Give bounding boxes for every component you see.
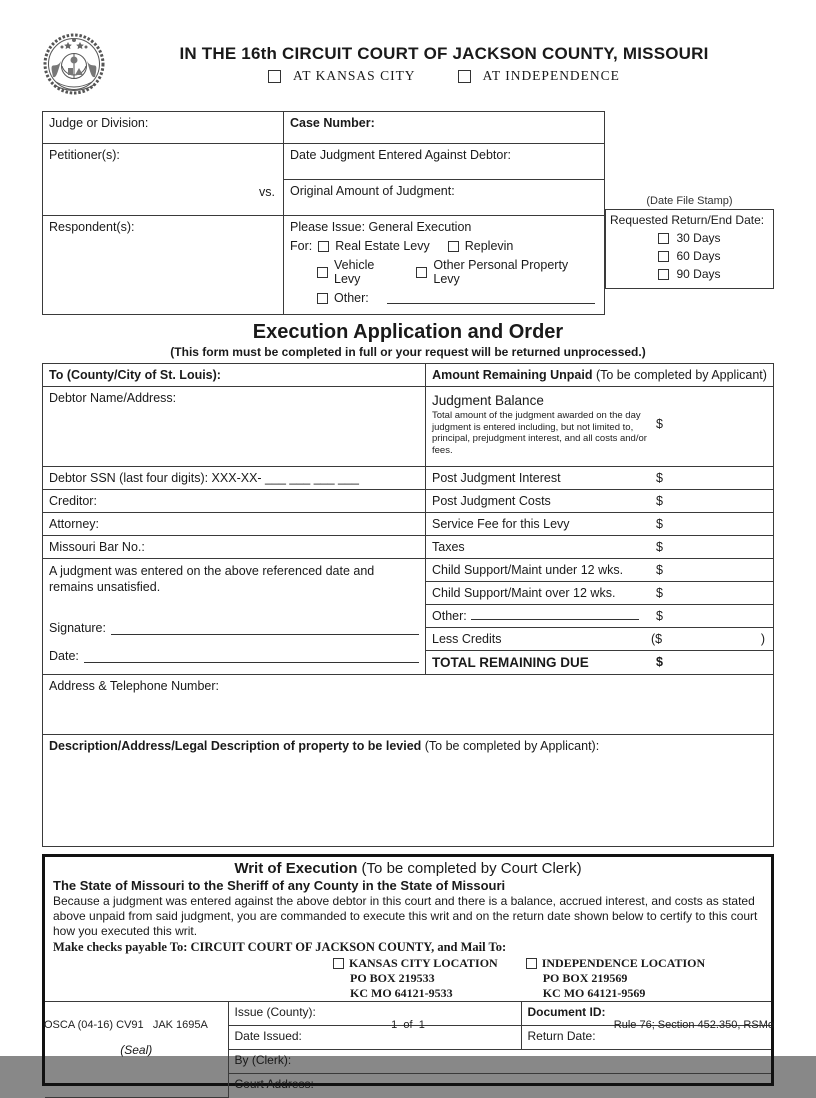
court-address-field[interactable] — [228, 1074, 771, 1098]
creditor-label: Creditor: — [49, 494, 97, 508]
option-vehicle-levy — [317, 258, 398, 286]
missouri-bar-label: Missouri Bar No.: — [49, 540, 145, 554]
post-judgment-costs-row[interactable] — [426, 490, 774, 513]
date-line[interactable] — [84, 650, 419, 663]
document-id-label: Document ID: — [527, 1005, 606, 1019]
court-address-label: Court Address: — [234, 1077, 314, 1091]
requested-return-box — [605, 209, 774, 289]
amount-remaining-header — [426, 364, 774, 387]
judge-division-field[interactable] — [43, 112, 284, 144]
child-support-under-12-row[interactable] — [426, 559, 774, 582]
post-judgment-interest-row[interactable] — [426, 467, 774, 490]
other-label: Other: — [334, 291, 369, 305]
case-info-section — [42, 111, 774, 315]
please-issue-cell — [284, 216, 605, 315]
original-amount-field[interactable] — [284, 180, 605, 216]
vehicle-levy-label: Vehicle Levy — [334, 258, 375, 286]
judgment-balance-cell[interactable] — [426, 387, 774, 467]
case-info-table — [42, 111, 605, 315]
other-amount-dollar-sign: $ — [656, 609, 663, 623]
independence-label: AT INDEPENDENCE — [482, 68, 620, 83]
judge-division-label: Judge or Division: — [49, 116, 149, 130]
debtor-name-address-field[interactable] — [43, 387, 426, 467]
footer-page-number: 1 of 1 — [391, 1019, 425, 1031]
issue-county-label: Issue (County): — [234, 1005, 316, 1019]
child-support-over-12-label: Child Support/Maint over 12 wks. — [432, 586, 616, 600]
post-judgment-costs-label: Post Judgment Costs — [432, 494, 551, 508]
signature-label: Signature: — [49, 621, 106, 635]
post-judgment-interest-label: Post Judgment Interest — [432, 471, 561, 485]
option-60-days — [610, 249, 769, 263]
address-telephone-label: Address & Telephone Number: — [49, 679, 220, 693]
post-judgment-costs-dollar-sign: $ — [656, 494, 663, 508]
property-description-label: Description/Address/Legal Description of property to be levied — [49, 739, 422, 753]
for-label: For: — [290, 239, 313, 253]
judgment-statement-cell — [43, 559, 426, 675]
replevin-label: Replevin — [464, 239, 514, 253]
option-30-days — [610, 231, 769, 245]
writ-sheriff-line: The State of Missouri to the Sheriff of any County in the State of Missouri — [53, 878, 506, 893]
kc-location-city-zip: KC MO 64121-9533 — [350, 986, 453, 1000]
location-option-independence — [458, 68, 620, 84]
kc-location-checkbox[interactable] — [333, 958, 344, 969]
post-judgment-interest-dollar-sign: $ — [656, 471, 663, 485]
date-label: Date: — [49, 649, 79, 663]
footer-form-number: OSCA (04-16) CV91 JAK 1695A — [44, 1019, 208, 1031]
missouri-state-seal-icon — [42, 30, 114, 105]
property-description-note: (To be completed by Applicant): — [421, 739, 600, 753]
child-support-over-12-dollar-sign: $ — [656, 586, 663, 600]
independence-location-po-box: PO BOX 219569 — [542, 971, 628, 985]
kc-location-name: KANSAS CITY LOCATION — [349, 956, 498, 970]
other-personal-property-label: Other Personal Property Levy — [433, 258, 569, 286]
debtor-ssn-blanks[interactable]: ___ ___ ___ ___ — [261, 471, 359, 485]
independence-location-name: INDEPENDENCE LOCATION — [541, 956, 706, 970]
writ-mailing-locations — [333, 956, 771, 1001]
form-title: Execution Application and Order — [252, 321, 564, 343]
total-remaining-due-label: TOTAL REMAINING DUE — [432, 655, 589, 670]
date-file-stamp-area — [605, 111, 774, 209]
address-telephone-field[interactable] — [43, 675, 774, 735]
date-judgment-label: Date Judgment Entered Against Debtor: — [290, 148, 511, 162]
taxes-dollar-sign: $ — [656, 540, 663, 554]
vs-label: vs. — [259, 185, 275, 199]
other-personal-property-checkbox[interactable] — [416, 267, 427, 278]
child-support-over-12-row[interactable] — [426, 582, 774, 605]
writ-title-note: (To be completed by Court Clerk) — [357, 860, 582, 877]
return-date-label: Return Date: — [527, 1029, 596, 1043]
please-issue-label: Please Issue: General Execution — [290, 220, 472, 234]
30-days-label: 30 Days — [676, 231, 721, 245]
attorney-label: Attorney: — [49, 517, 100, 531]
footer-rule-citation: Rule 76; Section 452.350, RSMo — [613, 1019, 774, 1031]
total-remaining-due-row[interactable] — [426, 651, 774, 675]
60-days-checkbox[interactable] — [658, 251, 669, 262]
date-issued-label: Date Issued: — [234, 1029, 302, 1043]
petitioner-label: Petitioner(s): — [49, 148, 120, 162]
debtor-name-address-label: Debtor Name/Address: — [49, 391, 177, 405]
real-estate-levy-checkbox[interactable] — [318, 241, 329, 252]
judgment-statement: A judgment was entered on the above referenced date and remains unsatisfied. — [49, 564, 375, 594]
independence-location-city-zip: KC MO 64121-9569 — [542, 986, 646, 1000]
form-subtitle: (This form must be completed in full or your request will be returned unprocessed.) — [170, 345, 646, 359]
kc-location-po-box: PO BOX 219533 — [350, 971, 435, 985]
writ-body-text: Because a judgment was entered against the above debtor in this court and there is a balance, accrued interest, and costs as stated above unpaid from said judgment, you are commanded to execute this writ and on the return date shown below to certify to this court how you executed this writ. — [53, 894, 758, 938]
option-real-estate-levy — [318, 239, 430, 253]
vehicle-levy-checkbox[interactable] — [317, 267, 328, 278]
option-other-personal-property — [416, 258, 586, 286]
respondent-field[interactable] — [43, 216, 284, 315]
real-estate-levy-label: Real Estate Levy — [335, 239, 430, 253]
date-judgment-field[interactable] — [284, 144, 605, 180]
90-days-checkbox[interactable] — [658, 269, 669, 280]
replevin-checkbox[interactable] — [448, 241, 459, 252]
requested-return-label: Requested Return/End Date: — [610, 213, 765, 227]
other-amount-row[interactable] — [426, 605, 774, 628]
missouri-bar-field[interactable] — [43, 536, 426, 559]
judgment-balance-description: Total amount of the judgment awarded on the day judgment is entered including, but not limited to, principal, prejudgment interest, and all costs and/or fees. — [432, 410, 647, 456]
debtor-ssn-field[interactable] — [43, 467, 426, 490]
case-number-label: Case Number: — [290, 116, 375, 130]
other-amount-label: Other: — [432, 609, 467, 623]
writ-title: Writ of Execution — [234, 860, 358, 877]
total-dollar-sign: $ — [656, 655, 663, 669]
amount-remaining-note: (To be completed by Applicant) — [592, 368, 767, 382]
date-file-stamp-label: (Date File Stamp) — [646, 195, 733, 207]
by-clerk-label: By (Clerk): — [234, 1053, 292, 1067]
option-90-days — [610, 267, 769, 281]
property-description-field[interactable] — [43, 735, 774, 847]
less-credits-open-paren: ($ — [651, 632, 663, 646]
case-number-field[interactable] — [284, 112, 605, 144]
independence-checkbox[interactable] — [458, 70, 471, 83]
service-fee-dollar-sign: $ — [656, 517, 663, 531]
location-option-kansas-city — [268, 68, 416, 84]
attorney-field[interactable] — [43, 513, 426, 536]
seal-placeholder — [45, 1002, 228, 1098]
child-support-under-12-dollar-sign: $ — [656, 563, 663, 577]
court-title: IN THE 16th CIRCUIT COURT OF JACKSON COUNTY, MISSOURI — [179, 44, 709, 63]
option-other — [317, 291, 369, 305]
amount-remaining-label: Amount Remaining Unpaid — [432, 368, 593, 382]
60-days-label: 60 Days — [676, 249, 721, 263]
service-fee-label: Service Fee for this Levy — [432, 517, 570, 531]
application-table — [42, 363, 774, 847]
writ-of-execution-section — [42, 854, 774, 1091]
independence-location-checkbox[interactable] — [526, 958, 537, 969]
writ-clerk-table — [45, 1001, 771, 1098]
original-amount-label: Original Amount of Judgment: — [290, 184, 455, 198]
form-header — [42, 30, 774, 105]
by-clerk-field[interactable] — [228, 1050, 771, 1074]
to-county-field[interactable] — [43, 364, 426, 387]
signature-line[interactable] — [111, 622, 419, 635]
other-checkbox[interactable] — [317, 293, 328, 304]
writ-checks-payable-line: Make checks payable To: CIRCUIT COURT OF JACKSON COUNTY, and Mail To: — [53, 940, 507, 954]
to-county-label: To (County/City of St. Louis): — [49, 368, 221, 382]
independence-location-block — [526, 956, 705, 1001]
debtor-ssn-label: Debtor SSN (last four digits): XXX-XX- — [49, 471, 262, 485]
service-fee-row[interactable] — [426, 513, 774, 536]
other-amount-fill-line[interactable] — [471, 609, 639, 620]
less-credits-row[interactable] — [426, 628, 774, 651]
respondent-label: Respondent(s): — [49, 220, 135, 234]
90-days-label: 90 Days — [676, 267, 721, 281]
kansas-city-location-block — [333, 956, 498, 1001]
kansas-city-checkbox[interactable] — [268, 70, 281, 83]
option-replevin — [448, 239, 514, 253]
taxes-row[interactable] — [426, 536, 774, 559]
less-credits-close-paren: ) — [760, 632, 765, 646]
child-support-under-12-label: Child Support/Maint under 12 wks. — [432, 563, 624, 577]
other-fill-line[interactable] — [387, 292, 595, 304]
less-credits-label: Less Credits — [432, 632, 502, 646]
judgment-balance-label: Judgment Balance — [432, 393, 544, 408]
judgment-balance-dollar-sign: $ — [656, 417, 663, 431]
seal-label: (Seal) — [120, 1042, 153, 1057]
kansas-city-label: AT KANSAS CITY — [293, 68, 416, 83]
creditor-field[interactable] — [43, 490, 426, 513]
petitioner-field[interactable] — [43, 144, 284, 216]
30-days-checkbox[interactable] — [658, 233, 669, 244]
taxes-label: Taxes — [432, 540, 465, 554]
